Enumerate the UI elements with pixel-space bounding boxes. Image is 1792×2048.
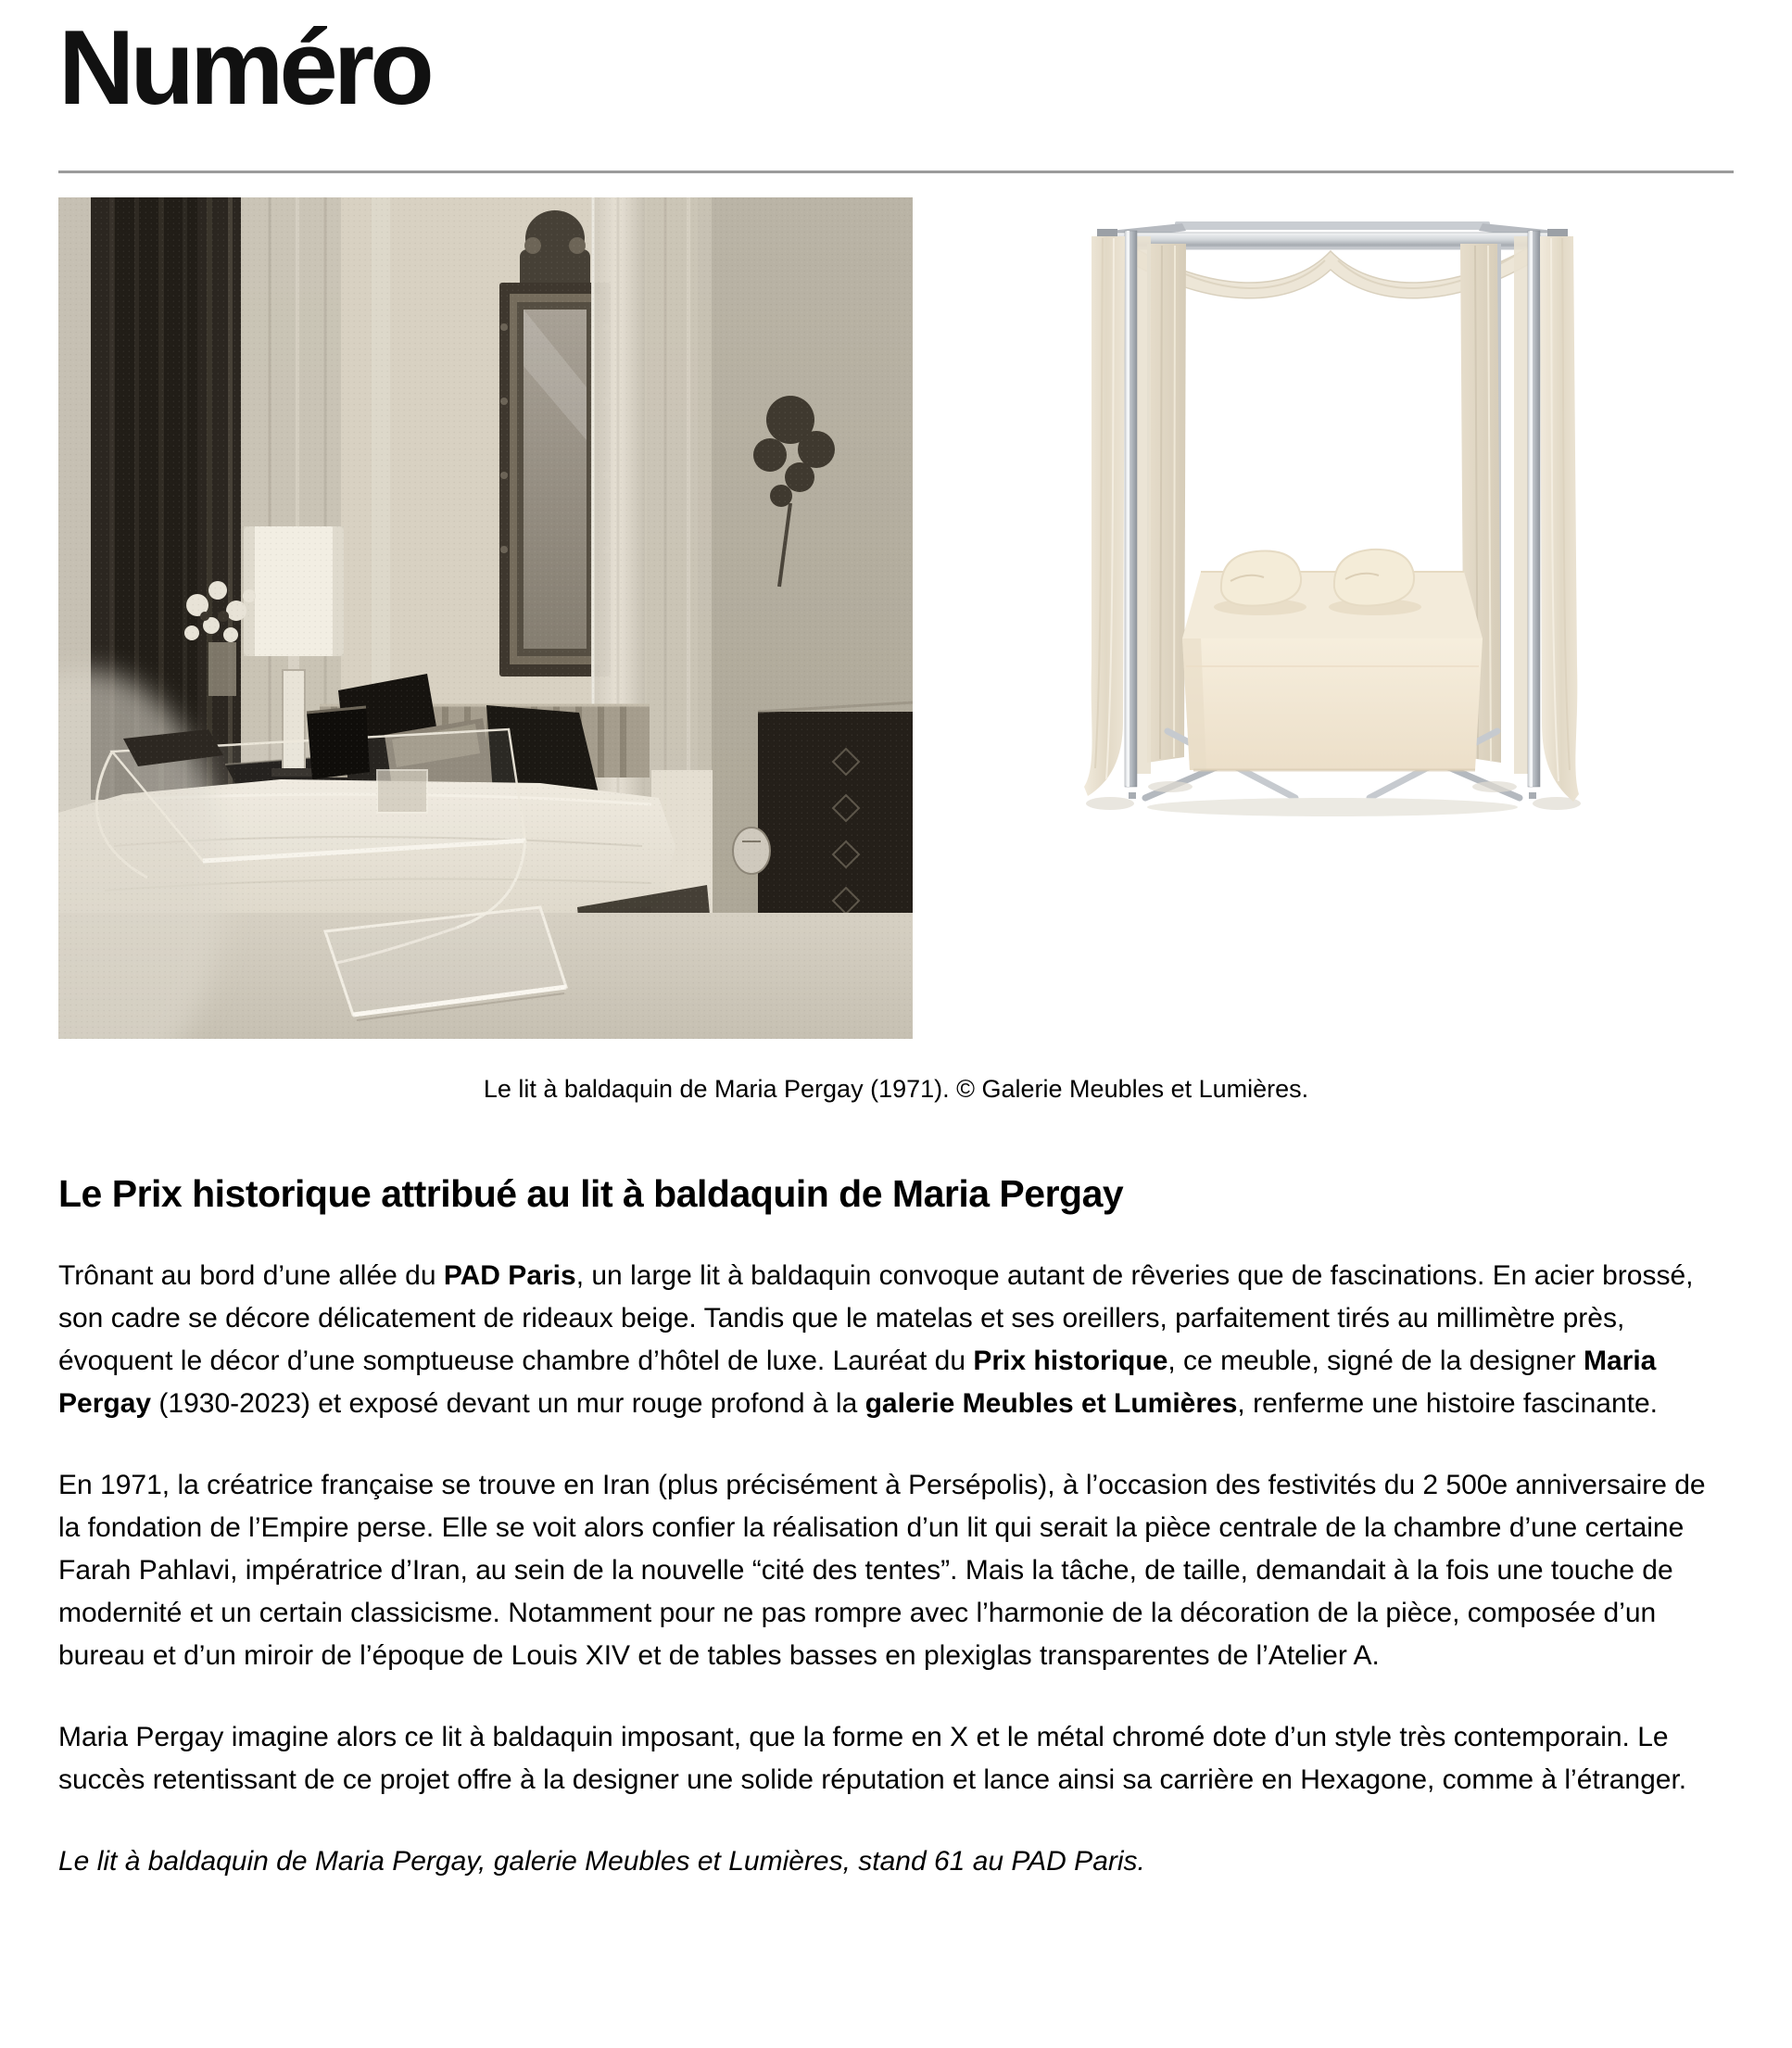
pillow-right — [1334, 550, 1414, 606]
numero-logo[interactable]: Numéro — [58, 9, 430, 127]
article — [58, 1172, 1734, 1883]
bw-bedroom-photo — [58, 197, 913, 1039]
canopy-bed-art — [1082, 203, 1583, 838]
article-footnote: Le lit à baldaquin de Maria Pergay, galerie Meubles et Lumières, stand 61 au PAD Paris. — [58, 1846, 1145, 1877]
front-left-post — [1084, 231, 1151, 799]
floor-shadow — [1147, 798, 1518, 816]
article-paragraph: Maria Pergay imagine alors ce lit à baldaquin imposant, que la forme en X et le métal chromé dote d’un style très contemporain. Le succès retentissant de ce projet offre à la designer une solide réputation et lance ainsi sa carrière en Hexagone, comme à l’étranger. — [58, 1722, 1687, 1796]
front-right-post — [1514, 231, 1579, 802]
photos-row — [58, 197, 1734, 1039]
article-paragraph: En 1971, la créatrice française se trouve en Iran (plus précisément à Persépolis), à l’occasion des festivités du 2 500e anniversaire de la fondation de l’Empire perse. Elle se voit alors confier la réalisation d’un lit qui serait la pièce centrale de la chambre d’une certaine Farah Pahlavi, impératrice d’Iran, au sein de la nouvelle “cité des tentes”. Mais la tâche, de taille, demandait à la fois une touche de modernité et un certain classicisme. Notamment pour ne pas rompre avec l’harmonie de la décoration de la pièce, composée d’un bureau et d’un miroir de l’époque de Louis XIV et de tables basses en plexiglas transparentes de l’Atelier A. — [58, 1470, 1706, 1672]
pillow-left — [1221, 551, 1301, 606]
front-right-curtain — [1540, 236, 1579, 802]
article-heading: Le Prix historique attribué au lit à baldaquin de Maria Pergay — [58, 1172, 1124, 1216]
article-paragraph: Trônant au bord d’une allée du PAD Paris, un large lit à baldaquin convoque autant de rêveries que de fascinations. En acier brossé, son cadre se décore délicatement de rideaux beige. Tandis que le matelas et ses oreillers, parfaitement tirés au millimètre près, évoquent le décor d’une somptueuse chambre d’hôtel de luxe. Lauréat du Prix historique, ce meuble, signé de la designer Maria Pergay (1930-2023) et exposé devant un mur rouge profond à la galerie Meubles et Lumières, renferme une histoire fascinante. — [58, 1260, 1694, 1420]
front-left-curtain — [1084, 236, 1125, 796]
bw-bedroom-photo-art — [58, 197, 913, 1039]
article-body — [58, 1255, 1734, 1883]
header-divider — [58, 171, 1734, 173]
masthead — [58, 9, 1734, 173]
article-figure — [58, 197, 1734, 1104]
canopy-bed-photo — [931, 197, 1734, 1039]
bed-mattress — [1182, 550, 1483, 770]
figure-caption: Le lit à baldaquin de Maria Pergay (1971). © Galerie Meubles et Lumières. — [483, 1075, 1309, 1104]
